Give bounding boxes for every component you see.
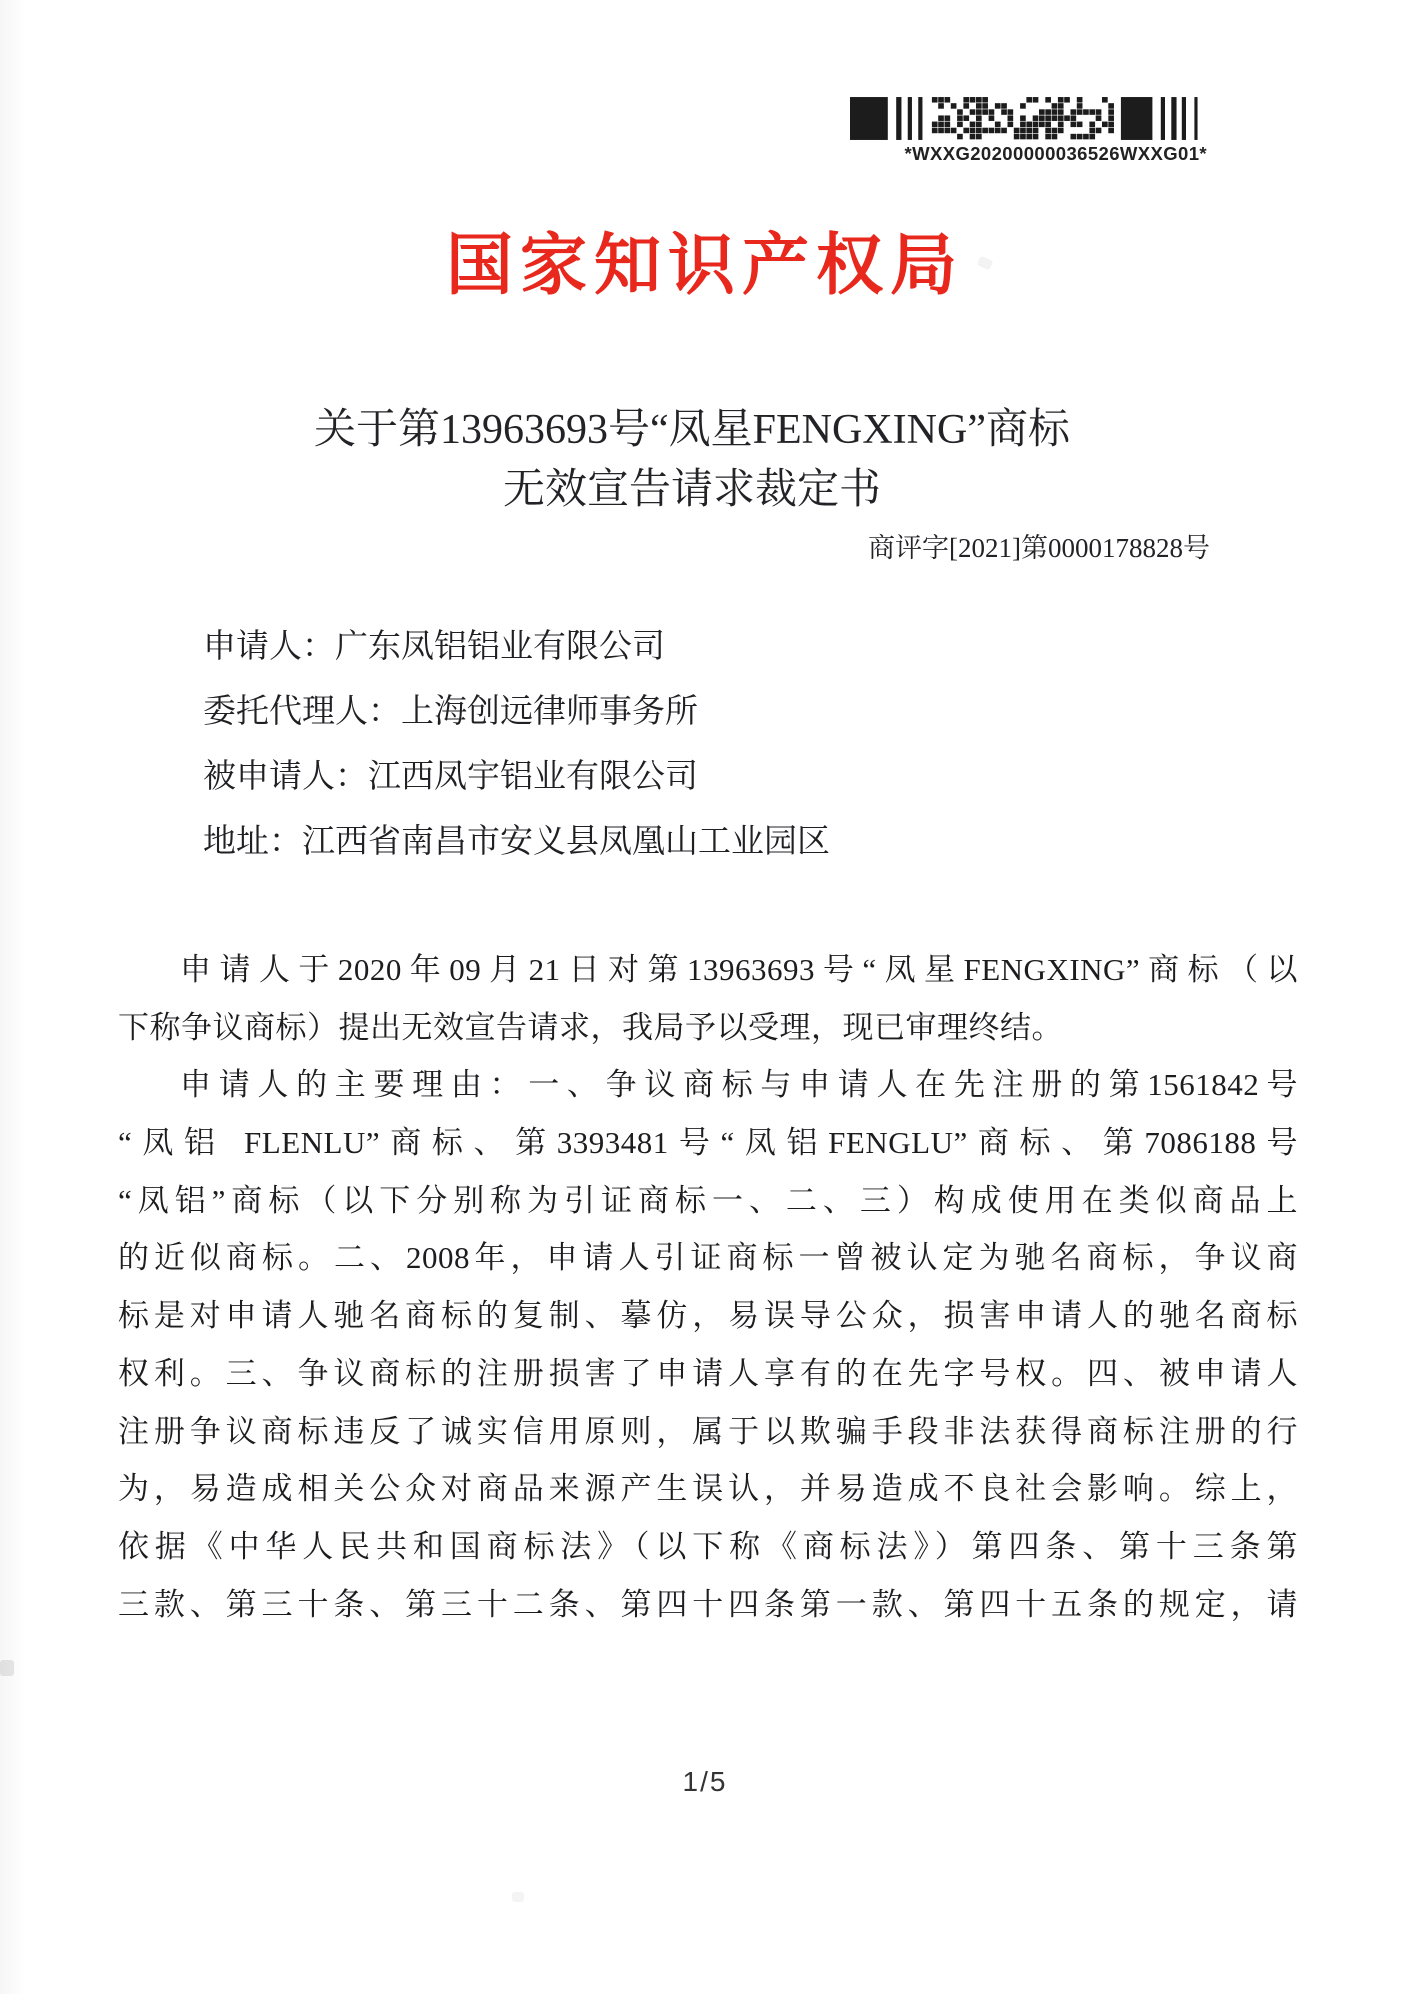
document-title-line2: 无效宣告请求裁定书 bbox=[502, 467, 881, 513]
page-number: 1/5 bbox=[682, 1766, 728, 1797]
document-title bbox=[0, 400, 1384, 520]
body-line: 下称争议商标）提出无效宣告请求，我局予以受理，现已审理终结。 bbox=[118, 1009, 1063, 1045]
document-number: 商评字[2021]第0000178828号 bbox=[868, 533, 1210, 563]
agency-title: 国家知识产权局 bbox=[446, 228, 964, 303]
parties-block bbox=[203, 615, 830, 875]
scan-artifact bbox=[0, 1660, 14, 1676]
body-line: 注册争议商标违反了诚实信用原则，属于以欺骗手段非法获得商标注册的行 bbox=[118, 1413, 1298, 1449]
barcode-text: *WXXG20200000036526WXXG01* bbox=[904, 143, 1207, 164]
barcode-block bbox=[847, 95, 1207, 165]
respondent-line: 被申请人：江西凤宇铝业有限公司 bbox=[203, 759, 698, 795]
body-line: 的近似商标。二、2008年，申请人引证商标一曾被认定为驰名商标，争议商 bbox=[118, 1240, 1298, 1276]
body-line: “凤铝 FLENLU”商标、第3393481号“凤铝FENGLU”商标、第7086188号 bbox=[118, 1125, 1298, 1161]
body-line: 申请人于2020年09月21日对第13963693号“凤星FENGXING”商标（以 bbox=[180, 952, 1298, 987]
body-line: 依据《中华人民共和国商标法》（以下称《商标法》）第四条、第十三条第 bbox=[118, 1528, 1298, 1564]
body-line: 为，易造成相关公众对商品来源产生误认，并易造成不良社会影响。综上， bbox=[118, 1471, 1298, 1507]
scan-artifact bbox=[512, 1892, 524, 1902]
body-line: 权利。三、争议商标的注册损害了申请人享有的在先字号权。四、被申请人 bbox=[118, 1355, 1298, 1391]
agent-line: 委托代理人：上海创远律师事务所 bbox=[203, 694, 698, 730]
document-title-line1: 关于第13963693号“凤星FENGXING”商标 bbox=[314, 407, 1070, 453]
body-line: 标是对申请人驰名商标的复制、摹仿，易误导公众，损害申请人的驰名商标 bbox=[118, 1298, 1298, 1334]
applicant-line: 申请人：广东凤铝铝业有限公司 bbox=[203, 629, 665, 665]
address-line: 地址：江西省南昌市安义县凤凰山工业园区 bbox=[203, 824, 830, 860]
body-line: 申请人的主要理由：一、争议商标与申请人在先注册的第1561842号 bbox=[180, 1067, 1298, 1103]
body-line: 三款、第三十条、第三十二条、第四十四条第一款、第四十五条的规定，请 bbox=[118, 1586, 1298, 1622]
body-text bbox=[118, 941, 1298, 1633]
body-line: “凤铝”商标（以下分别称为引证商标一、二、三）构成使用在类似商品上 bbox=[118, 1182, 1298, 1218]
barcode-icon bbox=[850, 95, 1207, 142]
